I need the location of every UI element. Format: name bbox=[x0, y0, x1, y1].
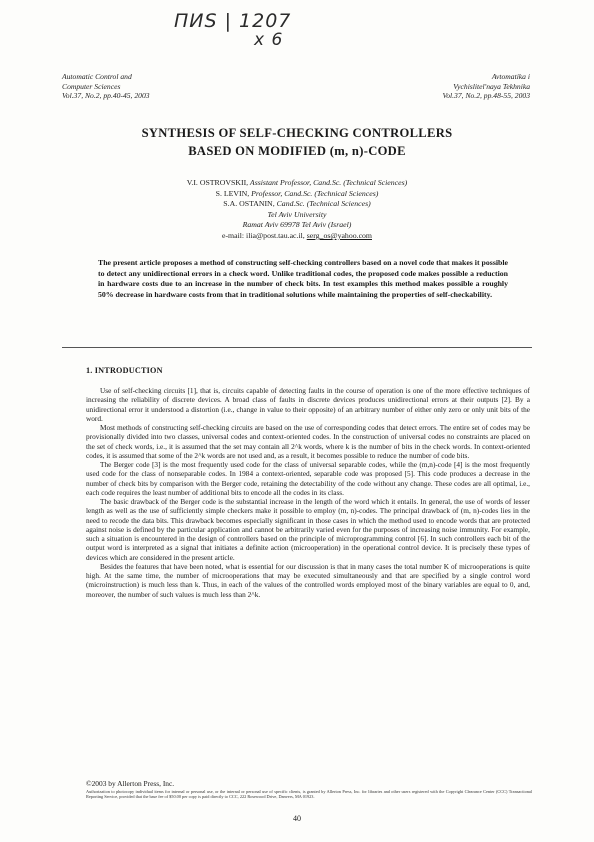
author-role: , Cand.Sc. (Technical Sciences) bbox=[272, 199, 371, 209]
journal-left-line: Computer Sciences bbox=[62, 81, 121, 91]
abstract: The present article proposes a method of constructing self-checking controllers based on a novel code that makes it possible to detect any unidirectional errors in a check word. Unlike traditional codes, the proposed code makes possible a reduction in hardware costs due to an increase in the number of check bits. In test examples this method makes possible a roughly 50% decrease in hardware costs from that in traditional solutions while maintaining the properties of self-checkability. bbox=[98, 258, 508, 299]
page-number: 40 bbox=[293, 814, 301, 823]
title-line-1: SYNTHESIS OF SELF-CHECKING CONTROLLERS bbox=[141, 126, 453, 140]
handwriting-line-1: ПИS | 1207 bbox=[174, 10, 292, 32]
copyright-fineprint: Authorization to photocopy individual items for internal or personal use, or the internal or personal use of specific clients, is granted by Allerton Press, Inc. for libraries and other users registered with the Copyright Clearance Center (CCC) Transactional Reporting Service, provided that the base fee of $50.00 per copy is paid directly to CCC, 222 Rosewood Drive, Danvers, MA 01923. bbox=[86, 789, 532, 800]
author-block bbox=[0, 178, 594, 242]
author-name: S. LEVIN bbox=[215, 188, 248, 198]
journal-left-line: Automatic Control and bbox=[62, 72, 132, 81]
author-role: , Professor, Cand.Sc. (Technical Sciences) bbox=[247, 188, 379, 198]
handwriting-line-2: x 6 bbox=[254, 30, 284, 50]
institution-name: Tel Aviv University bbox=[267, 209, 327, 219]
journal-right-line: Vol.37, No.2, pp.48-55, 2003 bbox=[442, 91, 530, 101]
copyright-notice: ©2003 by Allerton Press, Inc. bbox=[86, 779, 175, 788]
section-divider bbox=[62, 347, 532, 348]
author-line bbox=[0, 189, 594, 200]
title-line-2: BASED ON MODIFIED (m, n)-CODE bbox=[188, 144, 406, 158]
email-link[interactable]: serg_os@yahoo.com bbox=[306, 230, 372, 240]
journal-info-left bbox=[62, 72, 150, 101]
body-paragraph: The Berger code [3] is the most frequently used code for the class of universal separable codes, while the (m,n)-code [4] is the most frequently used code for the class of nonseparable codes. In 1984 a context-oriented, separable code was proposed [5]. This code produces a decrease in the number of check bits by comparison with the Berger code, retaining the detectability of the code without any change. These codes are all optimal, i.e., each code requires the least number of additional bits to encode all the codes in its class. bbox=[86, 460, 530, 497]
body-paragraph: The basic drawback of the Berger code is the substantial increase in the length of the word which it entails. In general, the use of words of lesser length as well as the use of sufficiently simple checkers make it possible to employ (m, n)-codes. The principal drawback of (m, n)-codes lies in the need to recode the data bits. This drawback becomes especially significant in those cases in which the method used to encode words that are protected against noise is defined by the particular application and cannot be arbitrarily varied even for the purposes of increasing noise immunity. For example, such a situation is encountered in the design of controllers based on the principle of microprogramming control [6]. In such controllers each bit of the output word is interpreted as a signal that initiates a definite action (microoperation) in the operational control device. It is precisely these types of devices which are considered in the present article. bbox=[86, 497, 530, 562]
author-role: , Assistant Professor, Cand.Sc. (Technical Sciences) bbox=[246, 178, 408, 187]
paper-title bbox=[0, 124, 594, 160]
institution-address: Ramat Aviv 69978 Tel Aviv (Israel) bbox=[242, 220, 352, 230]
email-prefix: e-mail: ilia@post.tau.ac.il, bbox=[222, 230, 307, 240]
author-name: S.A. OSTANIN bbox=[223, 199, 273, 209]
author-line bbox=[0, 178, 594, 189]
handwritten-annotation bbox=[174, 10, 291, 50]
author-line bbox=[0, 199, 594, 210]
body-paragraph: Besides the features that have been noted, what is essential for our discussion is that in many cases the total number K of microoperations is quite high. At the same time, the number of microoperations that may be executed simultaneously and that are specified by a single control word (microinstruction) is much less than k. Thus, in each of the values of the controlled words employed most of the binary variables are equal to 0, and, moreover, the number of such values is much less than 2^k. bbox=[86, 561, 530, 599]
body-paragraph: Use of self-checking circuits [1], that is, circuits capable of detecting faults in the course of operation is one of the more effective techniques of increasing the reliability of discrete devices. A broad class of faults in discrete devices produces unidirectional errors at their outputs [2]. By a unidirectional error it understood a distortion (i.e., change in value to their opposite) of an arbitrary number of either only zero or only unit bits of the word. bbox=[86, 386, 530, 423]
journal-right-line: Vychislitel'naya Tekhnika bbox=[453, 81, 530, 91]
journal-left-line: Vol.37, No.2, pp.40-45, 2003 bbox=[62, 91, 150, 101]
section-heading: 1. INTRODUCTION bbox=[86, 366, 163, 375]
email-line bbox=[0, 231, 594, 242]
body-paragraph: Most methods of constructing self-checking circuits are based on the use of corresponding codes that detect errors. The entire set of codes may be provisionally divided into two classes, universal codes and context-oriented codes. In the construction of universal codes no constraints are placed on the set of check words, i.e., it is assumed that the set may contain all 2^k words, where k is the number of bits in the check words. In context-oriented codes, it is assumed that some of the 2^k words are not used and, as a result, it becomes possible to reduce the number of code bits. bbox=[86, 423, 530, 460]
journal-info-right bbox=[442, 72, 530, 101]
journal-right-line: Avtomatika i bbox=[491, 72, 530, 81]
author-name: V.I. OSTROVSKII bbox=[186, 178, 247, 187]
body-text bbox=[86, 386, 530, 599]
